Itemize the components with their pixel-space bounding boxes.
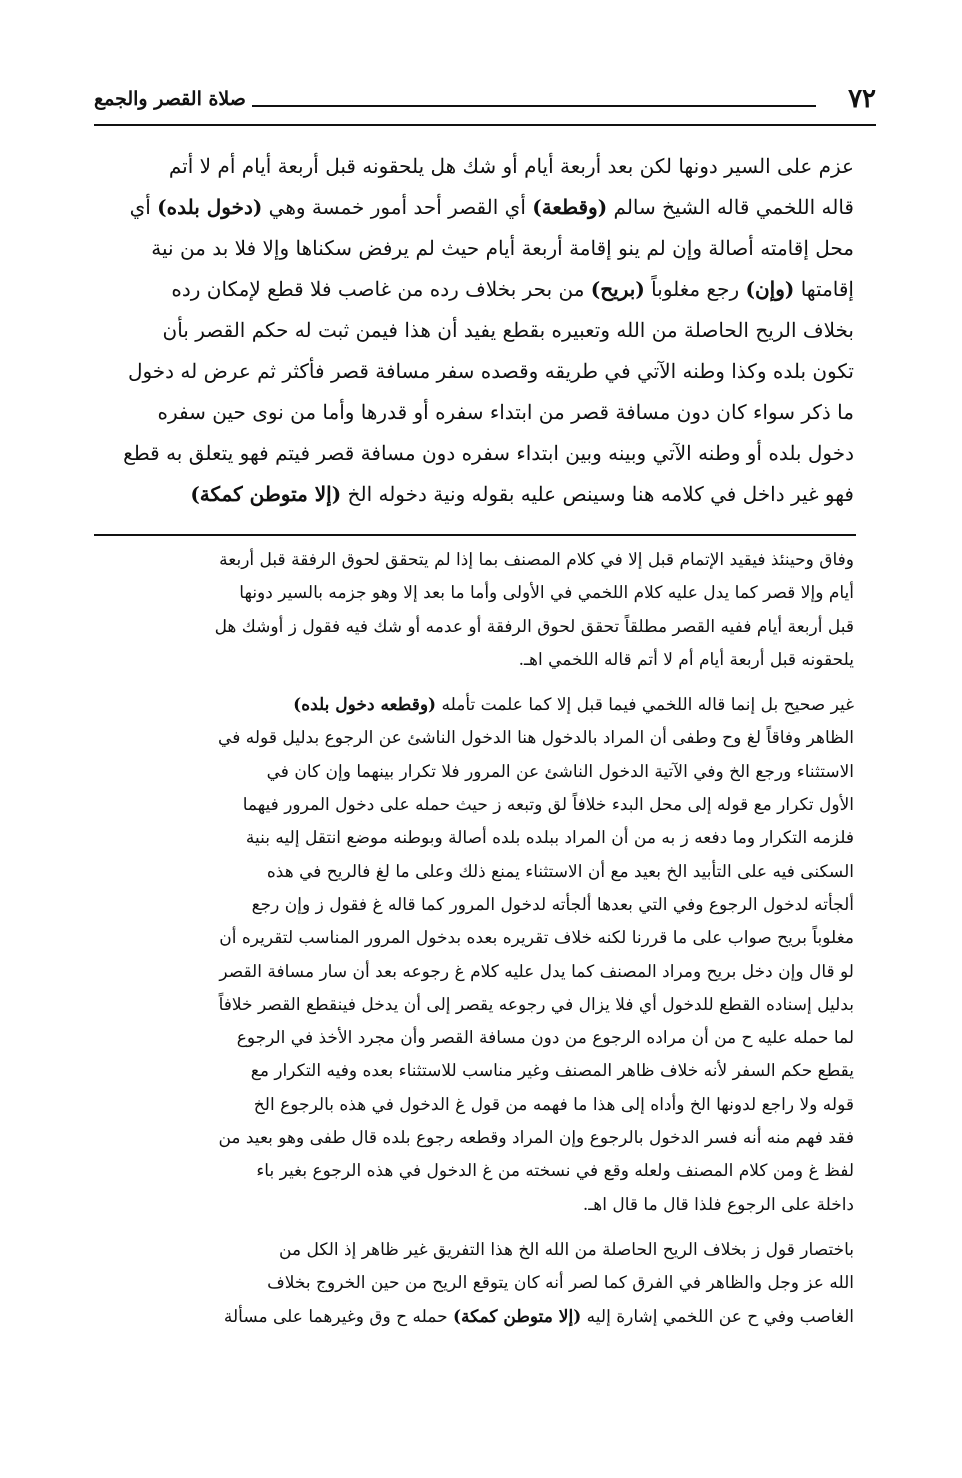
main-line: قاله اللخمي قاله الشيخ سالم (وقطعة) أي القصر أحد أمور خمسة وهي (دخول بلده) أي	[129, 195, 854, 219]
footnote-line: الظاهر وفاقاً لغ وح وطفى أن المراد بالدخول هنا الدخول الناشئ عن الرجوع بدليل قوله في	[218, 728, 854, 749]
footnote-paragraph	[94, 544, 854, 677]
header-line	[252, 105, 816, 107]
main-line: تكون بلده وكذا وطنه الآتي في طريقه وقصده سفر مسافة قصر فأكثر ثم عرض له دخول	[127, 359, 854, 383]
footnote-line: الغاصب وفي ح عن اللخمي إشارة إليه (إلا متوطن كمكة) حمله ح وق وغيرهما على مسألة	[223, 1306, 854, 1327]
quoted-lemma: (إلا متوطن كمكة)	[190, 482, 342, 506]
main-line: فهو غير داخل في كلامه هنا وسينص عليه بقوله ونية دخوله الخ (إلا متوطن كمكة)	[190, 482, 854, 506]
footnote-line: أيام وإلا قصر كما يدل عليه كلام اللخمي في الأولى وأما ما بعد إلا وهو جزمه بالسير دونها	[239, 583, 854, 604]
footnotes	[94, 544, 854, 1334]
footnote-line: الاستثناء ورجع الخ وفي الآتية الدخول الناشئ عن المرور فلا تكرار بينهما وإن كان في	[266, 761, 854, 782]
footnote-line: الله عز وجل والظاهر في الفرق كما لصر أنه كان يتوقع الريح من حين الخروج بخلاف	[267, 1273, 854, 1294]
footnote-line: لو قال وإن دخل بريح ومراد المصنف كما يدل عليه كلام غ رجوعه بعد أن سار مسافة القصر	[219, 961, 854, 982]
quoted-lemma: (وقطعه دخول بلده)	[293, 695, 437, 716]
footnote-line: السكنى فيه على التأبيد الخ بعيد مع أن الاستثناء يمنع ذلك وعلى ما لغ فالريح في هذه	[266, 861, 854, 882]
footnote-line: لفظ غ ومن كلام المصنف ولعله وقع في نسخته من غ الدخول في هذه الرجوع بغير باء	[256, 1161, 854, 1182]
page-header	[94, 82, 876, 126]
main-line: محل إقامته أصالة وإن لم ينو إقامة أربعة أيام حيث لم يرفض سكناها وإلا فلا بد من نية	[151, 236, 854, 260]
footnote-line: داخلة على الرجوع فلذا قال ما قال اهـ.	[582, 1194, 854, 1215]
footnote-line: قبل أربعة أيام ففيه القصر مطلقاً تحقق لحوق الرفقة أو عدمه أو شك فيه فقول ز أوشك هل	[214, 616, 854, 637]
footnote-line: فقد فهم منه أنه فسر الدخول بالرجوع وإن المراد وقطعه رجوع بلده قال طفى وهو بعيد من	[218, 1128, 854, 1149]
main-text	[94, 146, 854, 515]
quoted-lemma: (دخول بلده)	[157, 195, 263, 219]
main-line: إقامتها (وإن) رجع مغلوباً (بريح) من بحر بخلاف رده من غاصب فلا قطع لإمكان رده	[171, 277, 854, 301]
footnote-line: فلزمه التكرار وما دفعه ز به من أن المراد ببلده بلده أصالة وبوطنه موضع انتقل إليه بنية	[245, 828, 854, 849]
quoted-lemma: (بريح)	[590, 277, 645, 301]
footnote-line: ألجأته لدخول الرجوع وفي التي بعدها ألجأته لدخول المرور كما قاله غ فقول ز وإن رجع	[251, 894, 854, 915]
page-number: ٧٢	[848, 84, 876, 114]
footnote-line: بدليل إسناده القطع للدخول أي فلا يزال في رجوعه يقصر إلى أن يدخل فينقطع القصر خلافاً	[218, 994, 854, 1015]
header-rule	[94, 124, 876, 126]
quoted-lemma: (إلا متوطن كمكة)	[453, 1306, 582, 1327]
footnote-line: يلحقونه قبل أربعة أيام أم لا أتم قاله اللخمي اهـ.	[518, 649, 854, 670]
main-line: ما ذكر سواء كان دون مسافة قصر من ابتداء سفره أو قدرها وأما من نوى حين سفره	[157, 400, 854, 424]
quoted-lemma: (وإن)	[745, 277, 795, 301]
footnote-line: غير صحيح بل إنما قاله اللخمي فيما قبل إلا كما علمت تأمله (وقطعه دخول بلده)	[293, 695, 854, 716]
footnote-divider	[94, 534, 856, 536]
main-line: عزم على السير دونها لكن بعد أربعة أيام أو شك هل يلحقونه قبل أربعة أيام أم لا أتم	[168, 154, 854, 178]
footnote-paragraph	[94, 689, 854, 1222]
footnote-line: مغلوباً بريح صواب على ما قررنا لكنه خلاف تقريره بعده بدخول المرور المناسب لتقريره أن	[219, 928, 854, 949]
footnote-line: قوله ولا راجع لدونها الخ وأداه إلى هذا ما فهمه من قول غ الدخول في هذه بالرجوع الخ	[253, 1094, 854, 1115]
main-line: دخول بلده أو وطنه الآتي وبينه وبين ابتداء سفره دون مسافة قصر فيتم فهو يتعلق به قطع	[123, 441, 854, 465]
footnote-line: يقطع حكم السفر لأنه خلاف ظاهر المصنف وغير مناسب للاستثناء بعده وفيه التكرار مع	[250, 1061, 854, 1082]
footnote-line: الأول تكرار مع قوله إلى محل البدء خلافاً لق وتبعه ز حيث حمله على دخول المرور فيهما	[242, 795, 854, 816]
footnote-line: وفاق وحينئذ فيقيد الإتمام قبل إلا في كلام المصنف بما إذا لم يتحقق لحوق الرفقة قبل أربعة	[219, 550, 854, 570]
running-title: صلاة القصر والجمع	[94, 88, 246, 110]
footnote-line: لما حمله عليه ح من أن مراده الرجوع من دون مسافة القصر وأن مجرد الأخذ في الرجوع	[236, 1028, 854, 1049]
main-line: بخلاف الريح الحاصلة من الله وتعبيره بقطع يفيد أن هذا فيمن ثبت له حكم القصر بأن	[162, 318, 854, 342]
footnote-paragraph	[94, 1234, 854, 1334]
footnote-line: باختصار قول ز بخلاف الريح الحاصلة من الله الخ هذا التفريق غير ظاهر إذ الكل من	[279, 1239, 854, 1260]
quoted-lemma: (وقطعة)	[532, 195, 608, 219]
